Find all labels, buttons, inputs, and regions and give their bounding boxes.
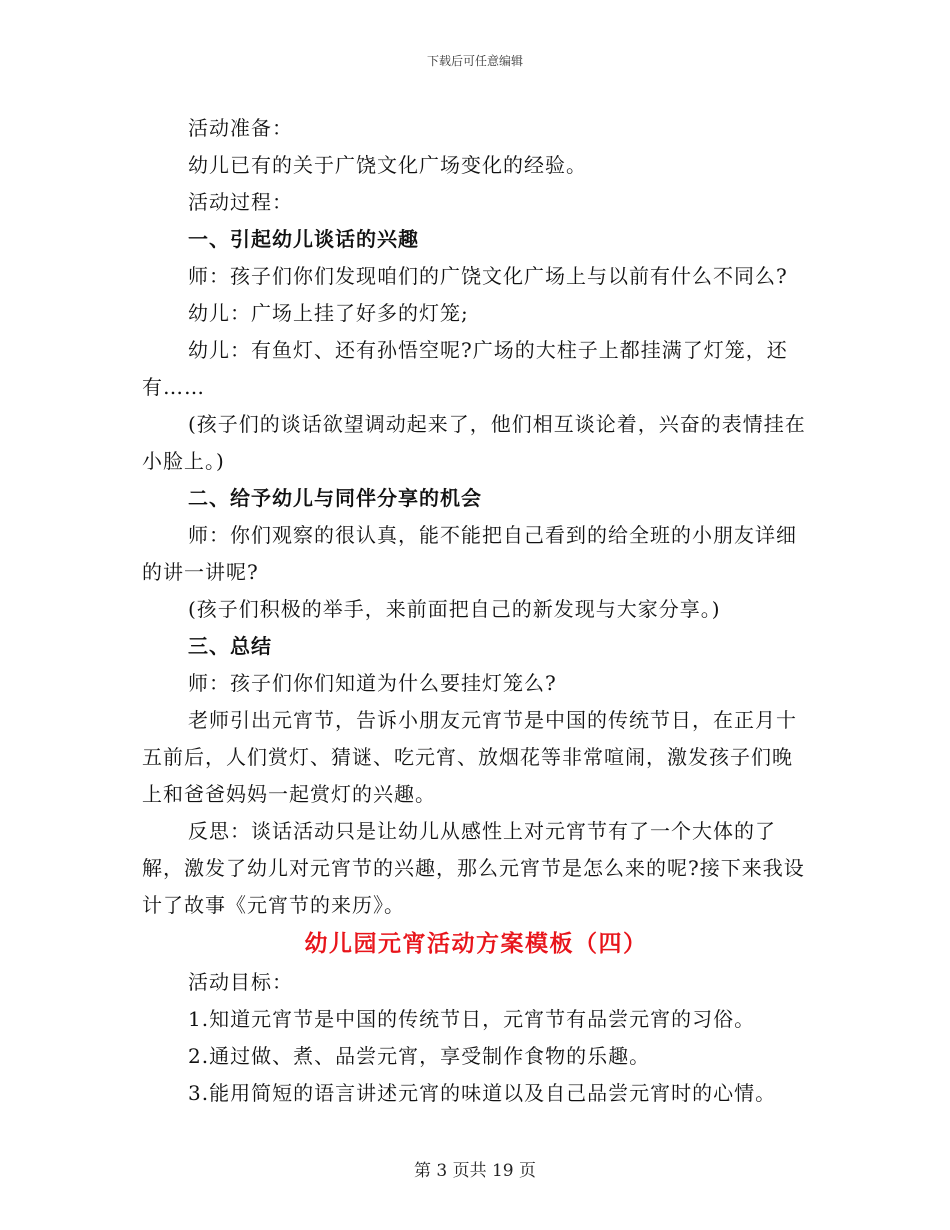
paragraph-note-1: (孩子们的谈话欲望调动起来了，他们相互谈论着，兴奋的表情挂在小脸上。) [142, 412, 806, 473]
paragraph-preparation: 幼儿已有的关于广饶文化广场变化的经验。 [188, 153, 587, 177]
paragraph-teacher-question-2: 师：孩子们你们知道为什么要挂灯笼么? [188, 671, 557, 695]
page-header: 下载后可任意编辑 [426, 54, 523, 68]
paragraph-teacher-prompt: 师：你们观察的很认真，能不能把自己看到的给全班的小朋友详细的讲一讲呢? [142, 523, 797, 584]
paragraph-reflection: 反思：谈话活动只是让幼儿从感性上对元宵节有了一个大体的了解，激发了幼儿对元宵节的兴趣，那么元宵节是怎么来的呢?接下来我设计了故事《元宵节的来历》。 [142, 819, 805, 917]
goal-item-1: 1.知道元宵节是中国的传统节日，元宵节有品尝元宵的习俗。 [188, 1007, 756, 1031]
section-heading-1: 一、引起幼儿谈话的兴趣 [188, 227, 419, 251]
paragraph-child-answer-2: 幼儿：有鱼灯、还有孙悟空呢?广场的大柱子上都挂满了灯笼，还有…… [142, 338, 788, 399]
paragraph-child-answer-1: 幼儿：广场上挂了好多的灯笼; [188, 301, 469, 325]
paragraph-preparation-label: 活动准备： [188, 116, 293, 140]
goal-item-2: 2.通过做、煮、品尝元宵，享受制作食物的乐趣。 [188, 1044, 651, 1068]
section-title-red: 幼儿园元宵活动方案模板（四） [304, 930, 648, 957]
page-footer: 第 3 页共 19 页 [413, 1161, 537, 1181]
paragraph-lantern-festival: 老师引出元宵节，告诉小朋友元宵节是中国的传统节日，在正月十五前后，人们赏灯、猜谜、吃元宵、放烟花等非常喧闹，激发孩子们晚上和爸爸妈妈一起赏灯的兴趣。 [142, 708, 797, 806]
paragraph-goals-label: 活动目标： [188, 970, 293, 994]
section-heading-2: 二、给予幼儿与同伴分享的机会 [188, 486, 482, 510]
paragraph-teacher-question: 师：孩子们你们发现咱们的广饶文化广场上与以前有什么不同么? [188, 264, 788, 288]
section-heading-3: 三、总结 [188, 634, 272, 658]
document-body [142, 110, 810, 1112]
paragraph-note-2: (孩子们积极的举手，来前面把自己的新发现与大家分享。) [188, 597, 721, 621]
goal-item-3: 3.能用简短的语言讲述元宵的味道以及自己品尝元宵时的心情。 [188, 1081, 777, 1105]
paragraph-process-label: 活动过程： [188, 190, 293, 214]
